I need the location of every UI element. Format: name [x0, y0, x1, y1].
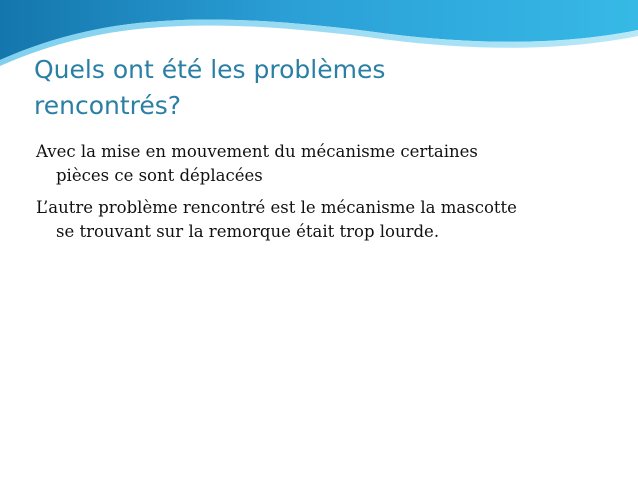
- slide-title: Quels ont été les problèmes rencontrés?: [34, 55, 386, 120]
- bullet-list: [36, 140, 606, 252]
- bullet-item: L’autre problème rencontré est le mécanisme la mascotte se trouvant sur la remorque était trop lourde.: [36, 198, 517, 241]
- bullet-item: Avec la mise en mouvement du mécanisme certaines pièces ce sont déplacées: [36, 142, 478, 185]
